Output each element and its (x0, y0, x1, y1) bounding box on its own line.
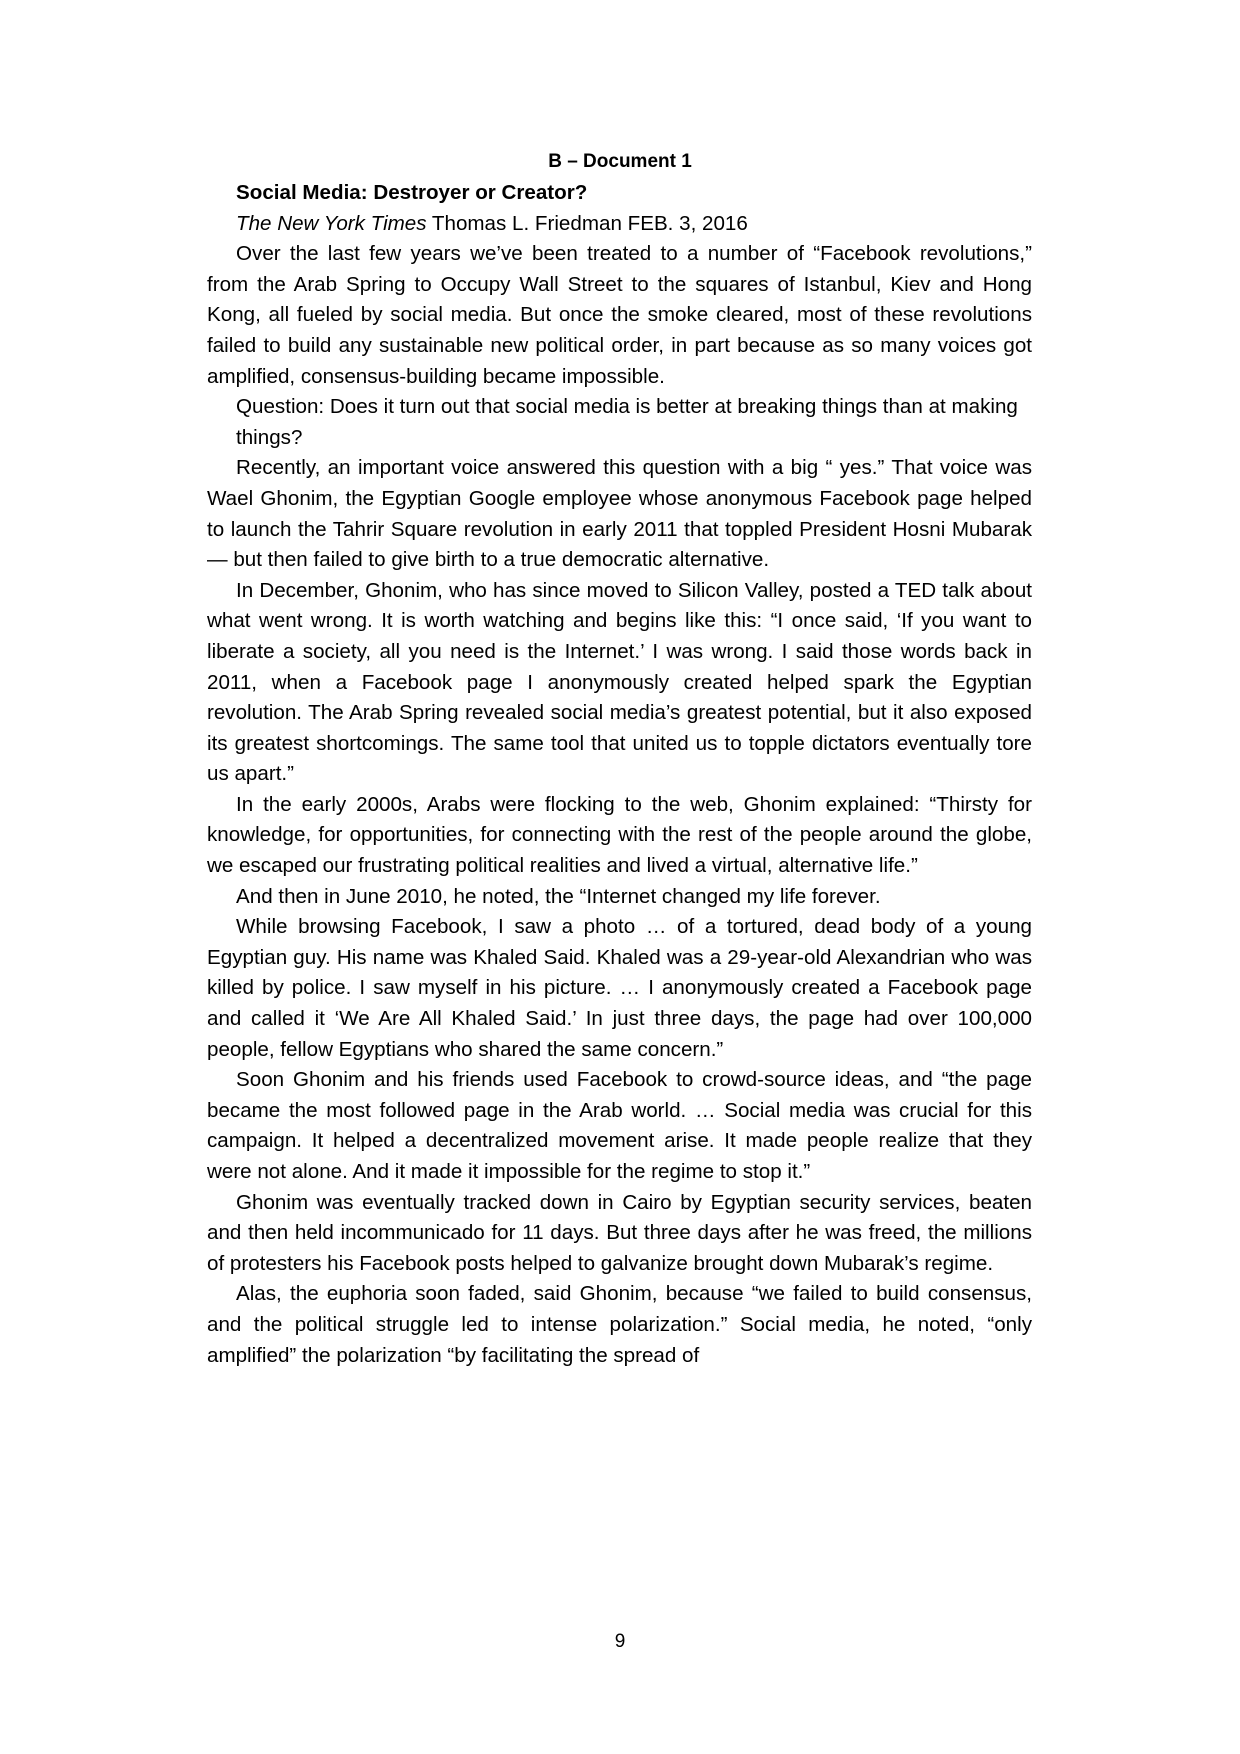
article-byline (207, 209, 1032, 240)
article-headline: Social Media: Destroyer or Creator? (236, 181, 588, 204)
article-paragraph: Ghonim was eventually tracked down in Cairo by Egyptian security services, beaten and then held incommunicado for 11 days. But three days after he was freed, the millions of protesters his Facebook posts helped to galvanize brought down Mubarak’s regime. (207, 1190, 1032, 1275)
article-paragraph: Over the last few years we’ve been treated to a number of “Facebook revolutions,” from the Arab Spring to Occupy Wall Street to the squares of Istanbul, Kiev and Hong Kong, all fueled by social media. But once the smoke cleared, most of these revolutions failed to build any sustainable new political order, in part because as so many voices got amplified, consensus-building became impossible. (207, 242, 1032, 388)
publication-name: The New York Times (236, 211, 427, 235)
article-paragraph: While browsing Facebook, I saw a photo … of a tortured, dead body of a young Egyptian guy. His name was Khaled Said. Khaled was a 29-year-old Alexandrian who was killed by police. I saw myself in his picture. … I anonymously created a Facebook page and called it ‘We Are All Khaled Said.’ In just three days, the page had over 100,000 people, fellow Egyptians who shared the same concern.” (207, 915, 1032, 1061)
article-paragraph: Recently, an important voice answered this question with a big “ yes.” That voice was Wael Ghonim, the Egyptian Google employee whose anonymous Facebook page helped to launch the Tahrir Square revolution in early 2011 that toppled President Hosni Mubarak — but then failed to give birth to a true democratic alternative. (207, 456, 1032, 572)
article-paragraph: And then in June 2010, he noted, the “Internet changed my life forever. (236, 884, 881, 908)
article-paragraph: In December, Ghonim, who has since moved to Silicon Valley, posted a TED talk about what went wrong. It is worth watching and begins like this: “I once said, ‘If you want to liberate a society, all you need is the Internet.’ I was wrong. I said those words back in 2011, when a Facebook page I anonymously created helped spark the Egyptian revolution. The Arab Spring revealed social media’s greatest potential, but it also exposed its greatest shortcomings. The same tool that united us to topple dictators eventually tore us apart.” (207, 578, 1032, 786)
article-paragraph: Soon Ghonim and his friends used Facebook to crowd-source ideas, and “the page became the most followed page in the Arab world. … Social media was crucial for this campaign. It helped a decentralized movement arise. It made people realize that they were not alone. And it made it impossible for the regime to stop it.” (207, 1068, 1032, 1183)
article-paragraph: In the early 2000s, Arabs were flocking to the web, Ghonim explained: “Thirsty for knowledge, for opportunities, for connecting with the rest of the people around the globe, we escaped our frustrating political realities and lived a virtual, alternative life.” (207, 792, 1032, 878)
article-paragraph: Alas, the euphoria soon faded, said Ghonim, because “we failed to build consensus, and the political struggle led to intense polarization.” Social media, he noted, “only amplified” the polarization “by facilitating the spread of (207, 1282, 1032, 1367)
article-question: Question: Does it turn out that social media is better at breaking things than at making things? (236, 395, 1018, 449)
article (207, 178, 1032, 1371)
page-number: 9 (614, 1631, 626, 1652)
byline-author-date: Thomas L. Friedman FEB. 3, 2016 (426, 211, 748, 235)
document-label: B – Document 1 (548, 151, 692, 172)
